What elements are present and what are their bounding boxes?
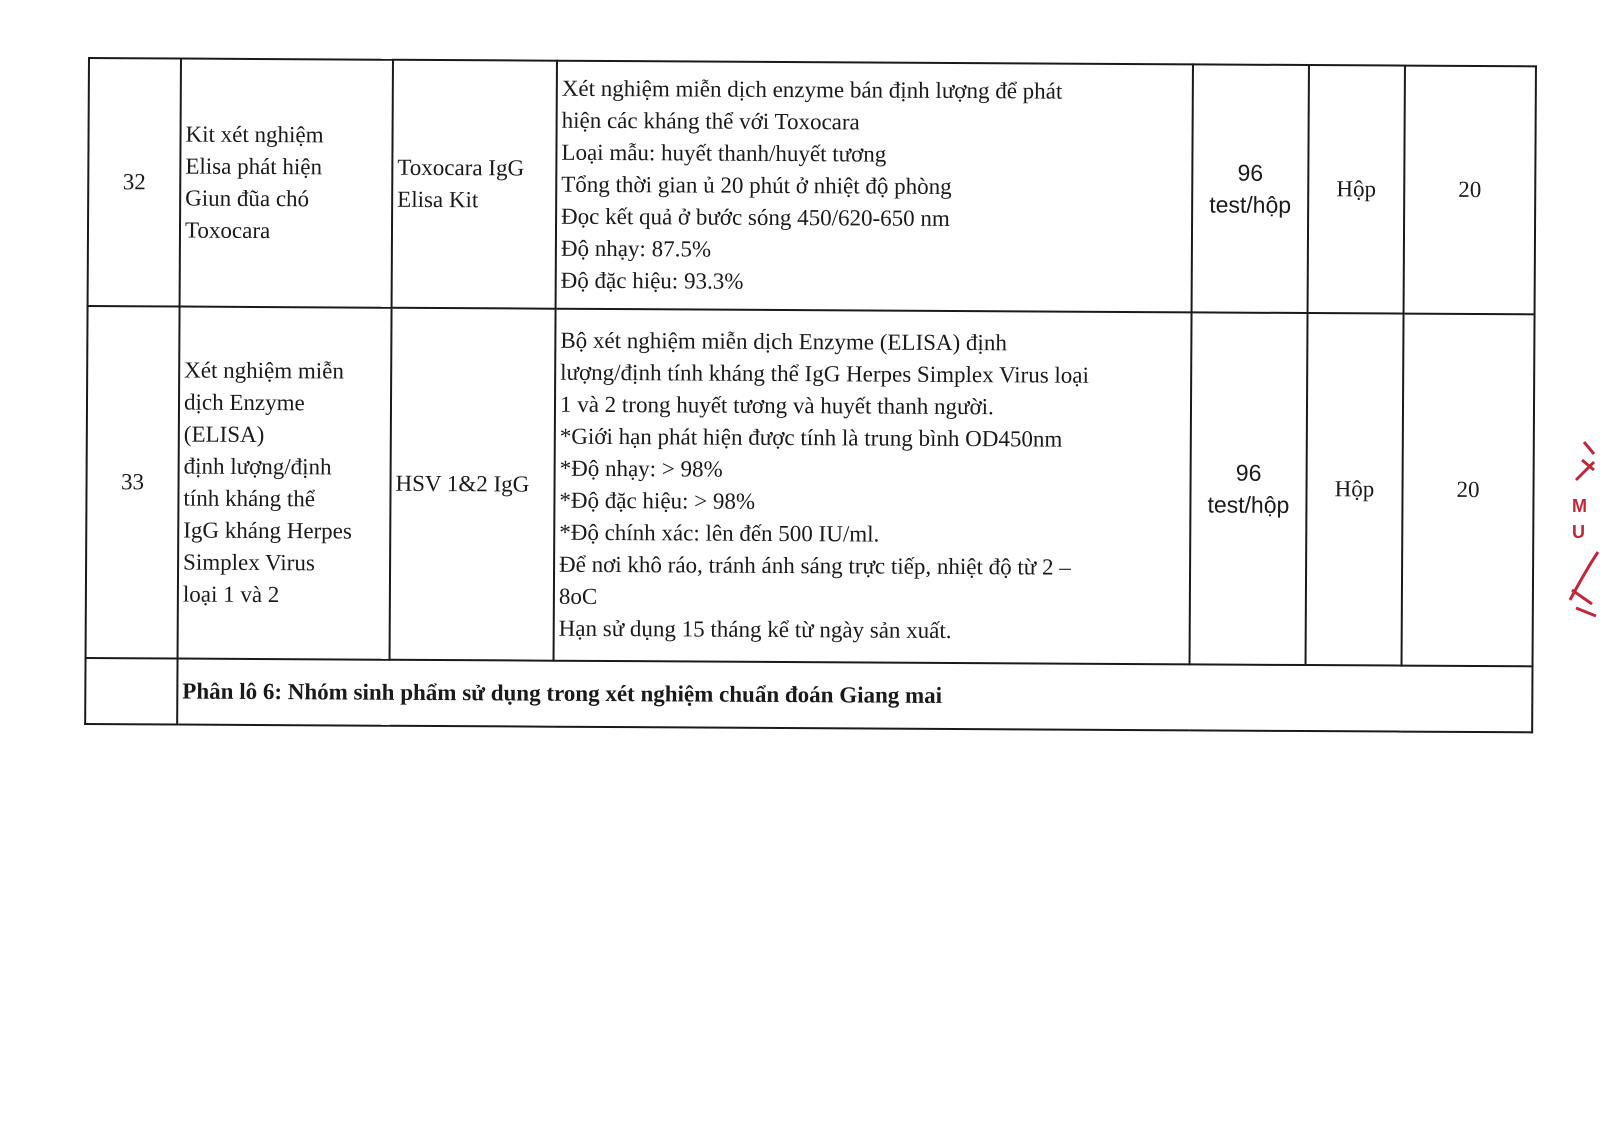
description-line: 1 và 2 trong huyết tương và huyết thanh người. (559, 391, 994, 420)
product-name-line: Simplex Virus (183, 549, 315, 576)
section-empty-cell (85, 658, 177, 725)
unit-cell: Hộp (1306, 313, 1404, 666)
description-line: *Giới hạn phát hiện được tính là trung bình OD450nm (559, 423, 1063, 452)
description-line: Bộ xét nghiệm miễn dịch Enzyme (ELISA) định (560, 327, 1007, 356)
stamp-letter: U (1572, 522, 1585, 542)
product-code-line: Toxocara IgG (397, 154, 525, 181)
product-table (84, 57, 1537, 733)
product-name-cell (178, 307, 392, 660)
product-name-line: IgG kháng Herpes (183, 517, 352, 544)
packaging-line: 96 (1235, 459, 1262, 486)
packaging-line: test/hộp (1207, 491, 1290, 518)
description-line: Tổng thời gian ủ 20 phút ở nhiệt độ phòng (561, 171, 952, 199)
description-line: Hạn sử dụng 15 tháng kể từ ngày sản xuất. (558, 615, 952, 643)
product-name-line: định lượng/định (183, 453, 332, 480)
packaging-cell (1192, 64, 1309, 313)
product-name-line: Kit xét nghiệm (185, 121, 324, 148)
stamp-letter: M (1572, 496, 1587, 516)
description-line: 8oC (558, 583, 598, 609)
description-line: *Độ đặc hiệu: > 98% (559, 487, 756, 514)
product-name-line: Elisa phát hiện (185, 153, 323, 180)
row-number: 33 (86, 306, 180, 659)
table-row (88, 58, 1536, 314)
product-code-cell (392, 60, 557, 309)
description-line: Xét nghiệm miễn dịch enzyme bán định lượng để phát (561, 75, 1063, 104)
product-code-cell (390, 308, 556, 661)
description-line: Độ nhạy: 87.5% (560, 235, 712, 262)
red-stamp-fragment (1566, 440, 1600, 620)
description-line: lượng/định tính kháng thể IgG Herpes Simplex Virus loại (560, 359, 1090, 388)
section-title: Phân lô 6: Nhóm sinh phẩm sử dụng trong xét nghiệm chuẩn đoán Giang mai (177, 659, 1532, 733)
product-name-line: (ELISA) (183, 421, 265, 448)
packaging-line: test/hộp (1209, 191, 1292, 218)
product-name-line: Xét nghiệm miễn (184, 357, 344, 384)
description-line: Độ đặc hiệu: 93.3% (560, 267, 744, 294)
product-name-line: loại 1 và 2 (182, 581, 280, 608)
product-name-line: tính kháng thể (183, 485, 316, 512)
row-number: 32 (88, 58, 181, 307)
description-line: Để nơi khô ráo, tránh ánh sáng trực tiếp, nhiệt độ từ 2 – (559, 551, 1071, 580)
section-row (85, 658, 1532, 732)
description-line: Loại mẫu: huyết thanh/huyết tương (561, 139, 887, 167)
packaging-cell (1190, 312, 1308, 665)
description-cell (556, 61, 1193, 313)
table-row (86, 306, 1535, 666)
packaging-line: 96 (1237, 159, 1264, 186)
product-name-line: Giun đũa chó (185, 185, 310, 212)
product-name-line: Toxocara (184, 217, 271, 244)
unit-cell: Hộp (1308, 65, 1405, 314)
quantity-cell: 20 (1404, 66, 1536, 315)
description-line: *Độ chính xác: lên đến 500 IU/ml. (559, 519, 880, 547)
quantity-cell: 20 (1402, 314, 1535, 667)
description-line: hiện các kháng thể với Toxocara (561, 107, 860, 135)
product-code-line: Elisa Kit (397, 186, 479, 213)
description-line: Đọc kết quả ở bước sóng 450/620-650 nm (561, 203, 950, 231)
description-line: *Độ nhạy: > 98% (559, 455, 723, 482)
product-code-line: HSV 1&2 IgG (395, 470, 530, 497)
product-name-line: dịch Enzyme (183, 389, 305, 416)
product-name-cell (180, 59, 393, 308)
description-cell (554, 309, 1192, 665)
